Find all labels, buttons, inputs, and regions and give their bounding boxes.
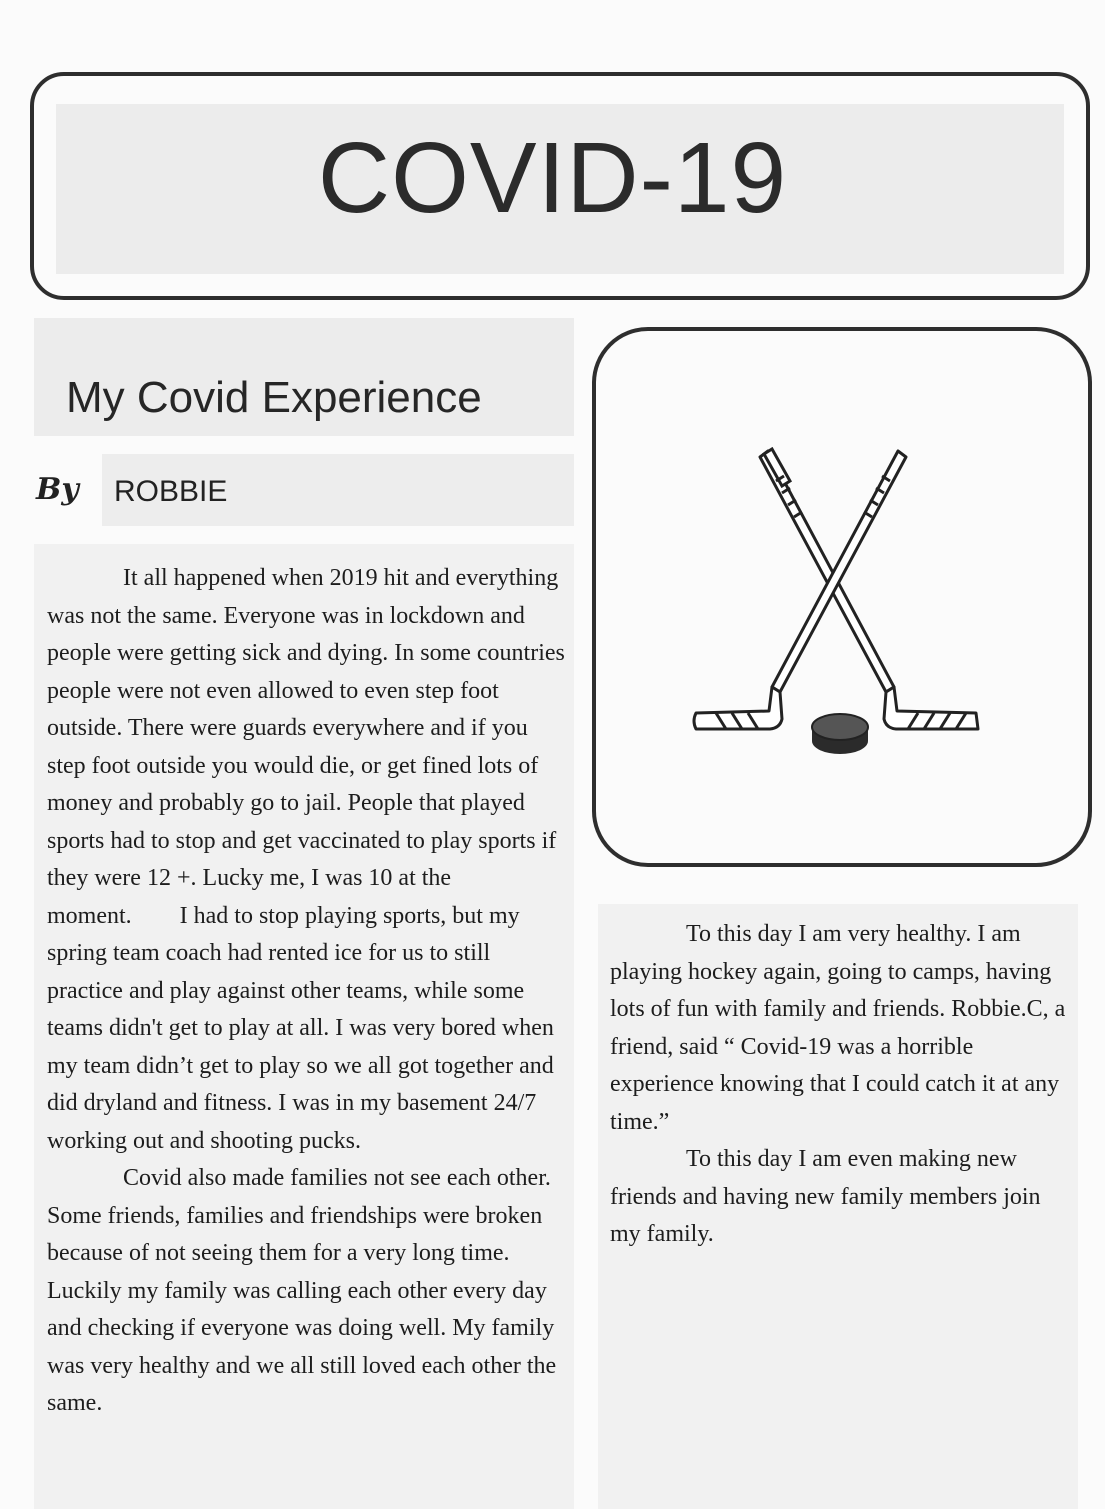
hockey-sticks-icon	[596, 331, 1088, 863]
hockey-stick-right-icon	[694, 451, 906, 729]
article-body-right	[610, 916, 1076, 1254]
article-paragraph: Covid also made families not see each other. Some friends, families and friendships were broken because of not seeing them for a very long time. Luckily my family was calling each other every day and checking if everyone was doing well. My family was very healthy and we all still loved each other the same.	[47, 1165, 557, 1416]
illustration-frame	[592, 327, 1092, 867]
article-headline: My Covid Experience	[66, 373, 482, 422]
hockey-stick-left-icon	[760, 449, 978, 729]
article-paragraph: To this day I am even making new friends and having new family members join my family.	[610, 1146, 1041, 1247]
article-paragraph: To this day I am very healthy. I am playing hockey again, going to camps, having lots of fun with family and friends. Robbie.C, a friend, said “ Covid-19 was a horrible experience knowing that I could catch it at any time.”	[610, 921, 1066, 1135]
page-title: COVID-19	[317, 122, 788, 234]
article-paragraph: It all happened when 2019 hit and everything was not the same. Everyone was in lockdown and people were getting sick and dying. In some countries people were not even allowed to even step foot outside. There were guards everywhere and if you step foot outside you would die, or get fined lots of money and probably go to jail. People that played sports had to stop and get vaccinated to play sports if they were 12 +. Lucky me, I was 10 at the moment. I had to stop playing sports, but my spring team coach had rented ice for us to still practice and play against other teams, while some teams didn't get to play at all. I was very bored when my team didn’t get to play so we all got together and did dryland and fitness. I was in my basement 24/7 working out and shooting pucks.	[47, 565, 565, 1154]
author-name: ROBBIE	[114, 475, 228, 508]
article-body-left	[47, 560, 567, 1423]
byline-prefix: By	[36, 472, 79, 507]
hockey-puck-icon	[812, 714, 868, 754]
